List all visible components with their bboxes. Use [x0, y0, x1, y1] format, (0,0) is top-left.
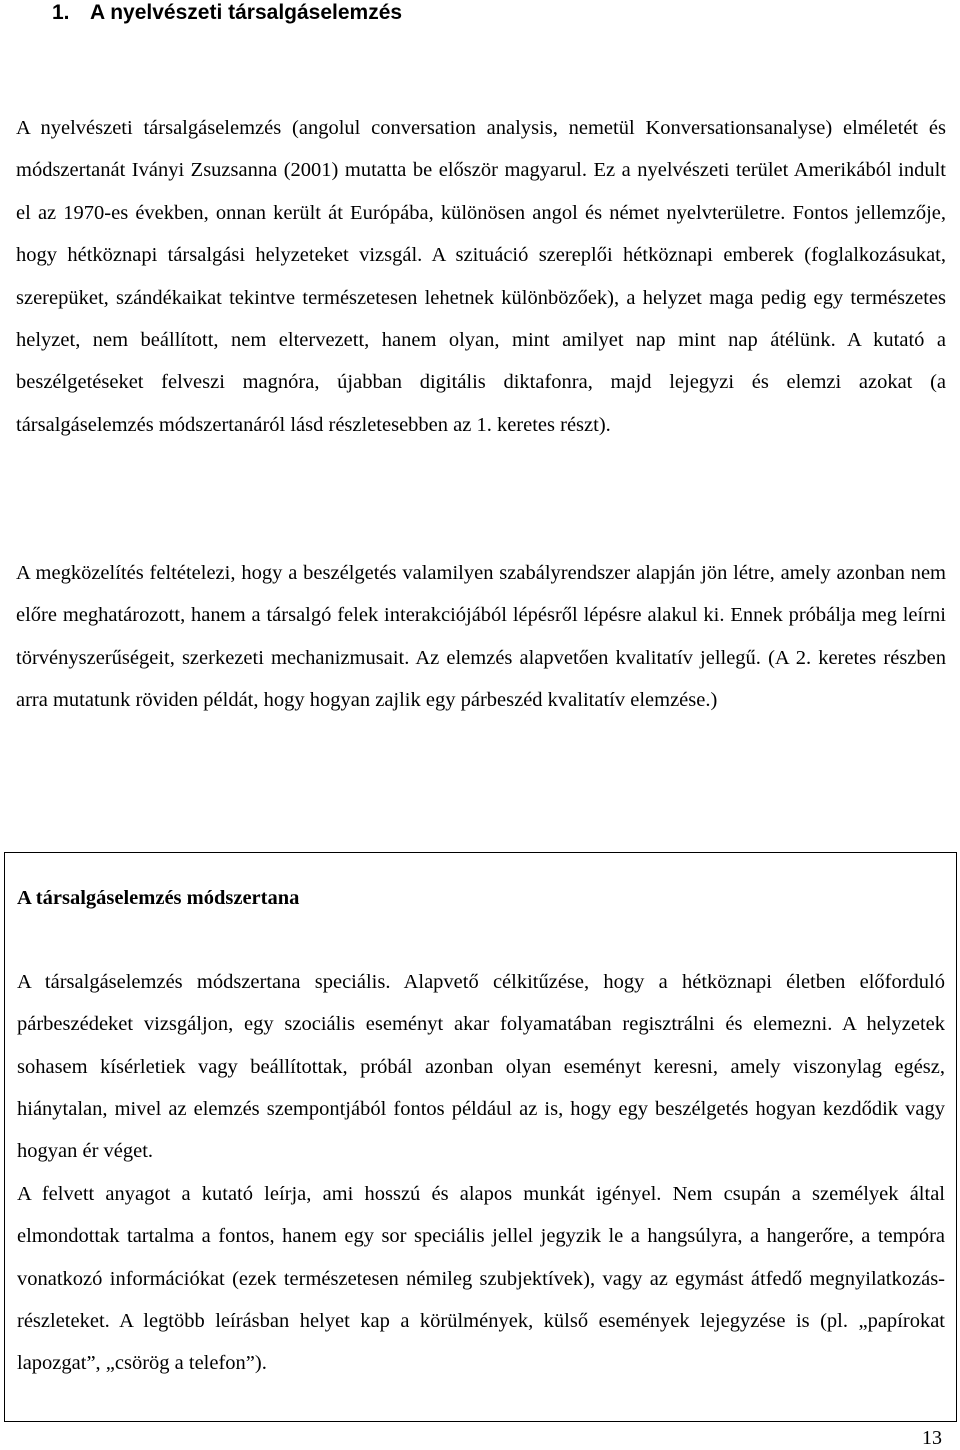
section-title: A nyelvészeti társalgáselemzés	[90, 1, 403, 24]
body-paragraph-2: A megközelítés feltételezi, hogy a beszélgetés valamilyen szabályrendszer alapján jön létre, amely azonban nem előre meghatározott, hanem a társalgó felek interakciójából lépésről lépésre alakul ki. Ennek próbálja meg leírni törvényszerűségeit, szerkezeti mechanizmusait. Az elemzés alapvetően kvalitatív jellegű. (A 2. keretes részben arra mutatunk röviden példát, hogy hogyan zajlik egy párbeszéd kvalitatív elemzése.)	[16, 562, 946, 712]
body-paragraph-1: A nyelvészeti társalgáselemzés (angolul conversation analysis, nemetül Konversationsanalyse) elméletét és módszertanát Iványi Zsuzsanna (2001) mutatta be először magyarul. Ez a nyelvészeti terület Amerikából indult el az 1970-es években, onnan került át Európába, különösen angol és német nyelvterületre. Fontos jellemzője, hogy hétköznapi társalgási helyzeteket vizsgál. A szituáció szereplői hétköznapi emberek (foglalkozásukat, szerepüket, szándékaikat tekintve természetesen lehetnek különbözőek), a helyzet maga pedig egy természetes helyzet, nem beállított, nem eltervezett, hanem olyan, mint amilyet nap mint nap átélünk. A kutató a beszélgetéseket felveszi magnóra, újabban digitális diktafonra, majd lejegyzi és elemzi azokat (a társalgáselemzés módszertanáról lásd részletesebben az 1. keretes részt).	[16, 117, 946, 436]
framed-box	[4, 852, 957, 1422]
box-title: A társalgáselemzés módszertana	[17, 887, 300, 909]
section-number: 1.	[52, 1, 70, 24]
box-paragraph-2: A felvett anyagot a kutató leírja, ami hosszú és alapos munkát igényel. Nem csupán a személyek által elmondottak tartalma a fontos, hanem egy sor speciális jellel jegyzik le a hangsúlyra, a hangerőre, a tempóra vonatkozó információkat (ezek természetesen némileg szubjektívek), vagy az egymást átfedő megnyilatkozás-részleteket. A legtöbb leírásban helyet kap a körülmények, külső események lejegyzése is (pl. „papírokat lapozgat”, „csörög a telefon”).	[17, 1183, 945, 1375]
box-paragraph-1: A társalgáselemzés módszertana speciális. Alapvető célkitűzése, hogy a hétköznapi életben előforduló párbeszédeket vizsgáljon, egy szociális eseményt akar folyamatában regisztrálni és elemezni. A helyzetek sohasem kísérletiek vagy beállítottak, próbál azonban olyan eseményt keresni, amely viszonylag egész, hiánytalan, mivel az elemzés szempontjából fontos például az is, hogy egy beszélgetés hogyan kezdődik vagy hogyan ér véget.	[17, 971, 945, 1163]
page-number: 13	[922, 1427, 942, 1449]
